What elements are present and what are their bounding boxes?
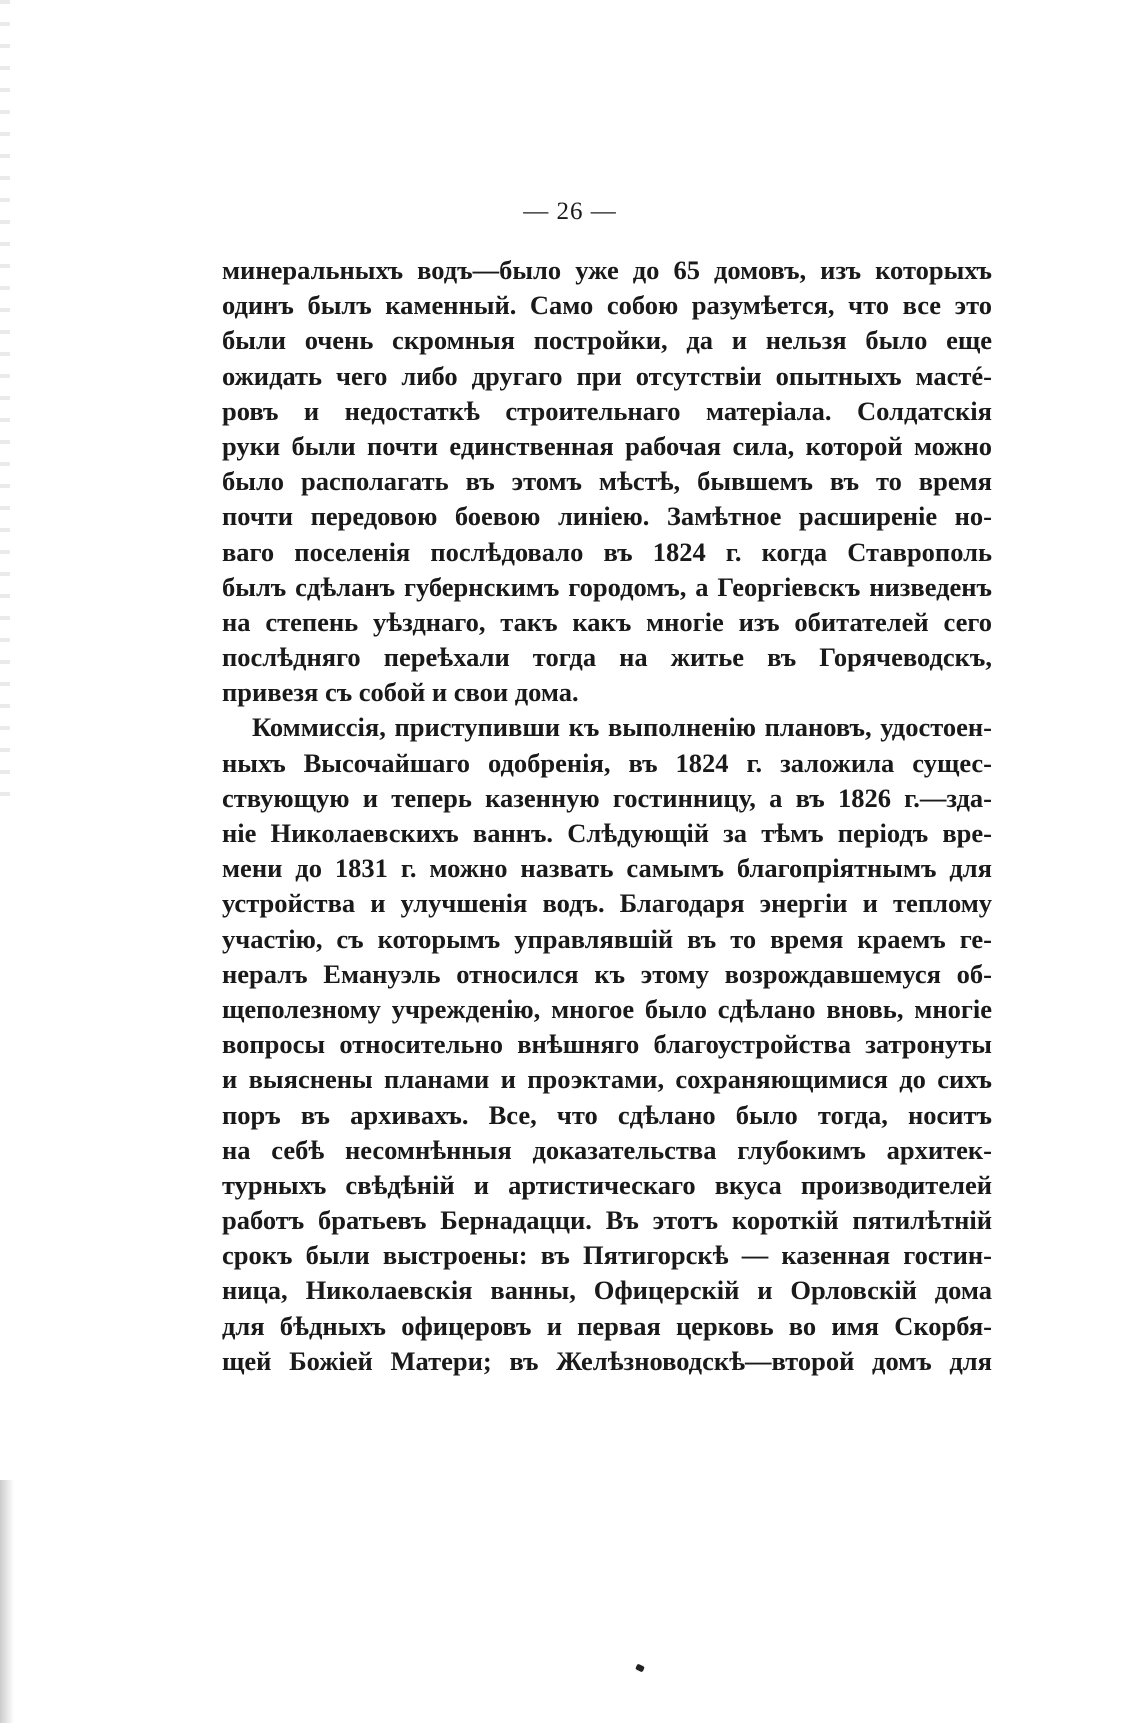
page-number: — 26 —	[523, 198, 617, 225]
text-line: участію, съ которымъ управлявшій въ то время краемъ ге-	[222, 923, 992, 954]
text-line: на степень уѣзднаго, такъ какъ многіе изъ обитателей сего	[222, 606, 992, 637]
text-line: ніе Николаевскихъ ваннъ. Слѣдующій за тѣмъ періодъ вре-	[222, 818, 992, 848]
text-line: щей Божіей Матери; въ Желѣзноводскѣ—второй домъ для	[222, 1345, 992, 1376]
text-line: руки были почти единственная рабочая сила, которой можно	[222, 430, 992, 461]
text-line: вопросы относительно внѣшняго благоустройства затронуты	[222, 1029, 992, 1060]
text-line: ствующую и теперь казенную гостинницу, а въ 1826 г.—зда-	[222, 782, 992, 813]
text-line: работъ братьевъ Бернадацци. Въ этотъ короткій пятилѣтній	[222, 1205, 992, 1236]
ink-speck	[635, 1664, 645, 1673]
text-line: мени до 1831 г. можно назвать самымъ благопріятнымъ для	[222, 853, 992, 884]
text-line: и выяснены планами и проэктами, сохраняющимися до сихъ	[222, 1064, 992, 1095]
text-line: нералъ Емануэль относился къ этому возрождавшемуся об-	[222, 958, 992, 989]
text-line: послѣдняго переѣхали тогда на житье въ Горячеводскъ,	[222, 642, 992, 673]
text-line: Коммиссія, приступивши къ выполненію плановъ, удостоен-	[252, 712, 992, 743]
text-line: срокъ были выстроены: въ Пятигорскѣ — казенная гостин-	[222, 1240, 992, 1271]
text-line: былъ сдѣланъ губернскимъ городомъ, а Георгіевскъ низведенъ	[222, 571, 992, 602]
text-line: были очень скромныя постройки, да и нельзя было еще	[222, 325, 992, 356]
text-line: щеполезному учрежденію, многое было сдѣлано вновь, многіе	[222, 993, 992, 1024]
text-line: устройства и улучшенія водъ. Благодаря энергіи и теплому	[222, 888, 992, 919]
text-line: почти передовою боевою линіею. Замѣтное расширеніе но-	[222, 501, 992, 532]
text-line: привезя съ собой и свои дома.	[222, 677, 579, 708]
text-line: ожидать чего либо другаго при отсутствіи опытныхъ мастé-	[222, 360, 992, 391]
text-line: для бѣдныхъ офицеровъ и первая церковь во имя Скорбя-	[222, 1310, 992, 1341]
text-line: ваго поселенія послѣдовало въ 1824 г. когда Ставрополь	[222, 536, 992, 567]
text-line: ныхъ Высочайшаго одобренія, въ 1824 г. заложила сущес-	[222, 747, 992, 778]
text-line: на себѣ несомнѣнныя доказательства глубокимъ архитек-	[222, 1134, 992, 1165]
text-line: было располагать въ этомъ мѣстѣ, бывшемъ въ то время	[222, 466, 992, 497]
text-line: ница, Николаевскія ванны, Офицерскій и Орловскій дома	[222, 1275, 992, 1306]
text-line: минеральныхъ водъ—было уже до 65 домовъ, изъ которыхъ	[222, 255, 992, 285]
text-line: ровъ и недостаткѣ строительнаго матеріала. Солдатскія	[222, 395, 992, 426]
text-line: турныхъ свѣдѣній и артистическаго вкуса производителей	[222, 1169, 992, 1200]
scan-shadow	[0, 1480, 14, 1723]
scan-edge-artifact	[0, 0, 10, 800]
text-line: поръ въ архивахъ. Все, что сдѣлано было тогда, носитъ	[222, 1099, 992, 1130]
text-line: одинъ былъ каменный. Само собою разумѣется, что все это	[222, 290, 992, 321]
body-text	[222, 253, 992, 1379]
